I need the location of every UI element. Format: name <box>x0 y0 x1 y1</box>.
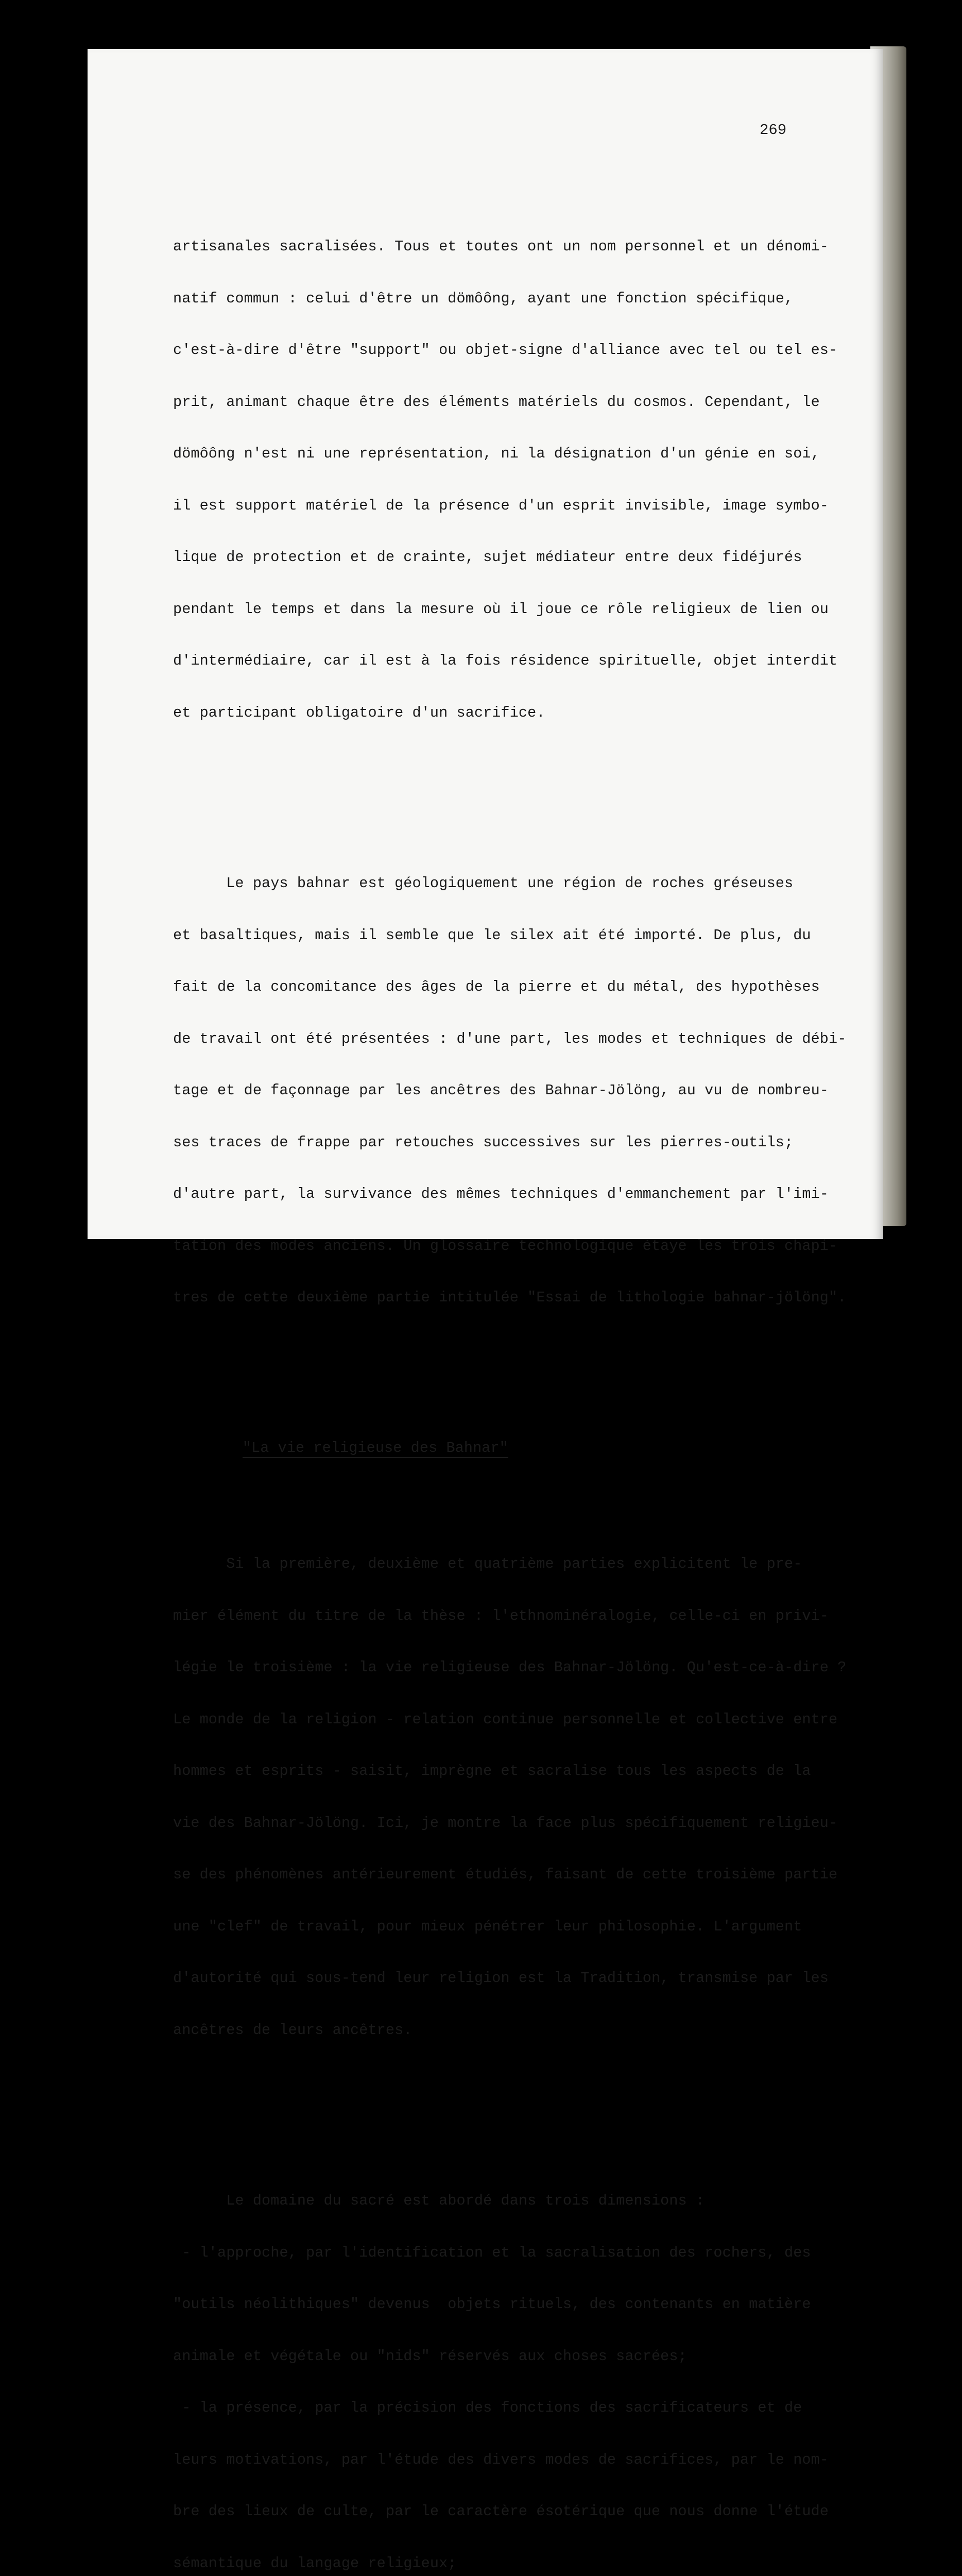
section-heading <box>173 1422 837 1456</box>
text-line: une "clef" de travail, pour mieux pénétrer leur philosophie. L'argument <box>173 1918 802 1935</box>
text-line: tation des modes anciens. Un glossaire technologique étaye les trois chapi- <box>173 1237 838 1255</box>
text-line: et participant obligatoire d'un sacrifice. <box>173 704 545 721</box>
text-line: - la présence, par la précision des fonctions des sacrificateurs et de <box>173 2399 802 2416</box>
text-line: Le monde de la religion - relation continue personnelle et collective entre <box>173 1710 838 1728</box>
text-line: Si la première, deuxième et quatrième parties explicitent le pre- <box>173 1555 802 1572</box>
text-line: natif commun : celui d'être un dömôông, ayant une fonction spécifique, <box>173 290 794 307</box>
text-line: d'intermédiaire, car il est à la fois résidence spirituelle, objet interdit <box>173 652 838 669</box>
text-line: et basaltiques, mais il semble que le silex ait été importé. De plus, du <box>173 926 811 944</box>
text-line: prit, animant chaque être des éléments matériels du cosmos. Cependant, le <box>173 393 820 411</box>
text-line: légie le troisième : la vie religieuse des Bahnar-Jölöng. Qu'est-ce-à-dire ? <box>173 1659 847 1676</box>
text-line: lique de protection et de crainte, sujet médiateur entre deux fidéjurés <box>173 549 802 566</box>
text-line: d'autre part, la survivance des mêmes techniques d'emmanchement par l'imi- <box>173 1185 829 1202</box>
text-line: hommes et esprits - saisit, imprègne et sacralise tous les aspects de la <box>173 1762 811 1780</box>
text-line: tres de cette deuxième partie intitulée "Essai de lithologie bahnar-jölöng". <box>173 1289 847 1306</box>
text-line: se des phénomènes antérieurement étudiés, faisant de cette troisième partie <box>173 1866 838 1883</box>
page-number: 269 <box>760 122 787 139</box>
paragraph-3 <box>173 1521 847 2073</box>
paragraph-2 <box>173 840 847 1341</box>
text-line: leurs motivations, par l'étude des divers modes de sacrifices, par le nom- <box>173 2451 829 2468</box>
text-line: - l'approche, par l'identification et la sacralisation des rochers, des <box>173 2244 811 2261</box>
body-text <box>173 169 847 2576</box>
text-line: d'autorité qui sous-tend leur religion est la Tradition, transmise par les <box>173 1970 829 1987</box>
text-line: il est support matériel de la présence d'un esprit invisible, image symbo- <box>173 497 829 514</box>
text-line: ses traces de frappe par retouches successives sur les pierres-outils; <box>173 1133 794 1151</box>
text-line: vie des Bahnar-Jölöng. Ici, je montre la face plus spécifiquement religieu- <box>173 1814 838 1832</box>
text-line: artisanales sacralisées. Tous et toutes ont un nom personnel et un dénomi- <box>173 238 829 255</box>
text-line: mier élément du titre de la thèse : l'ethnominéralogie, celle-ci en privi- <box>173 1607 829 1624</box>
text-line: c'est-à-dire d'être "support" ou objet-signe d'alliance avec tel ou tel es- <box>173 342 838 359</box>
text-line: dömôông n'est ni une représentation, ni la désignation d'un génie en soi, <box>173 445 820 462</box>
text-line: pendant le temps et dans la mesure où il joue ce rôle religieux de lien ou <box>173 600 829 618</box>
text-line: fait de la concomitance des âges de la pierre et du métal, des hypothèses <box>173 978 820 995</box>
text-line: Le domaine du sacré est abordé dans trois dimensions : <box>173 2192 705 2209</box>
text-line: sémantique du langage religieux; <box>173 2554 457 2572</box>
text-line: bre des lieux de culte, par le caractère ésotérique que nous donne l'étude <box>173 2503 829 2520</box>
text-line: animale et végétale ou "nids" réservés aux choses sacrées; <box>173 2347 687 2365</box>
paragraph-1 <box>173 204 837 756</box>
text-line: tage et de façonnage par les ancêtres des Bahnar-Jölöng, au vu de nombreu- <box>173 1082 829 1099</box>
section-heading-text: "La vie religieuse des Bahnar" <box>243 1439 508 1458</box>
text-line: de travail ont été présentées : d'une part, les modes et techniques de débi- <box>173 1030 847 1047</box>
text-line: "outils néolithiques" devenus objets rituels, des contenants en matière <box>173 2296 811 2313</box>
text-line: Le pays bahnar est géologiquement une région de roches gréseuses <box>173 875 794 892</box>
paragraph-4 <box>173 2158 837 2576</box>
text-line: ancêtres de leurs ancêtres. <box>173 2021 413 2039</box>
